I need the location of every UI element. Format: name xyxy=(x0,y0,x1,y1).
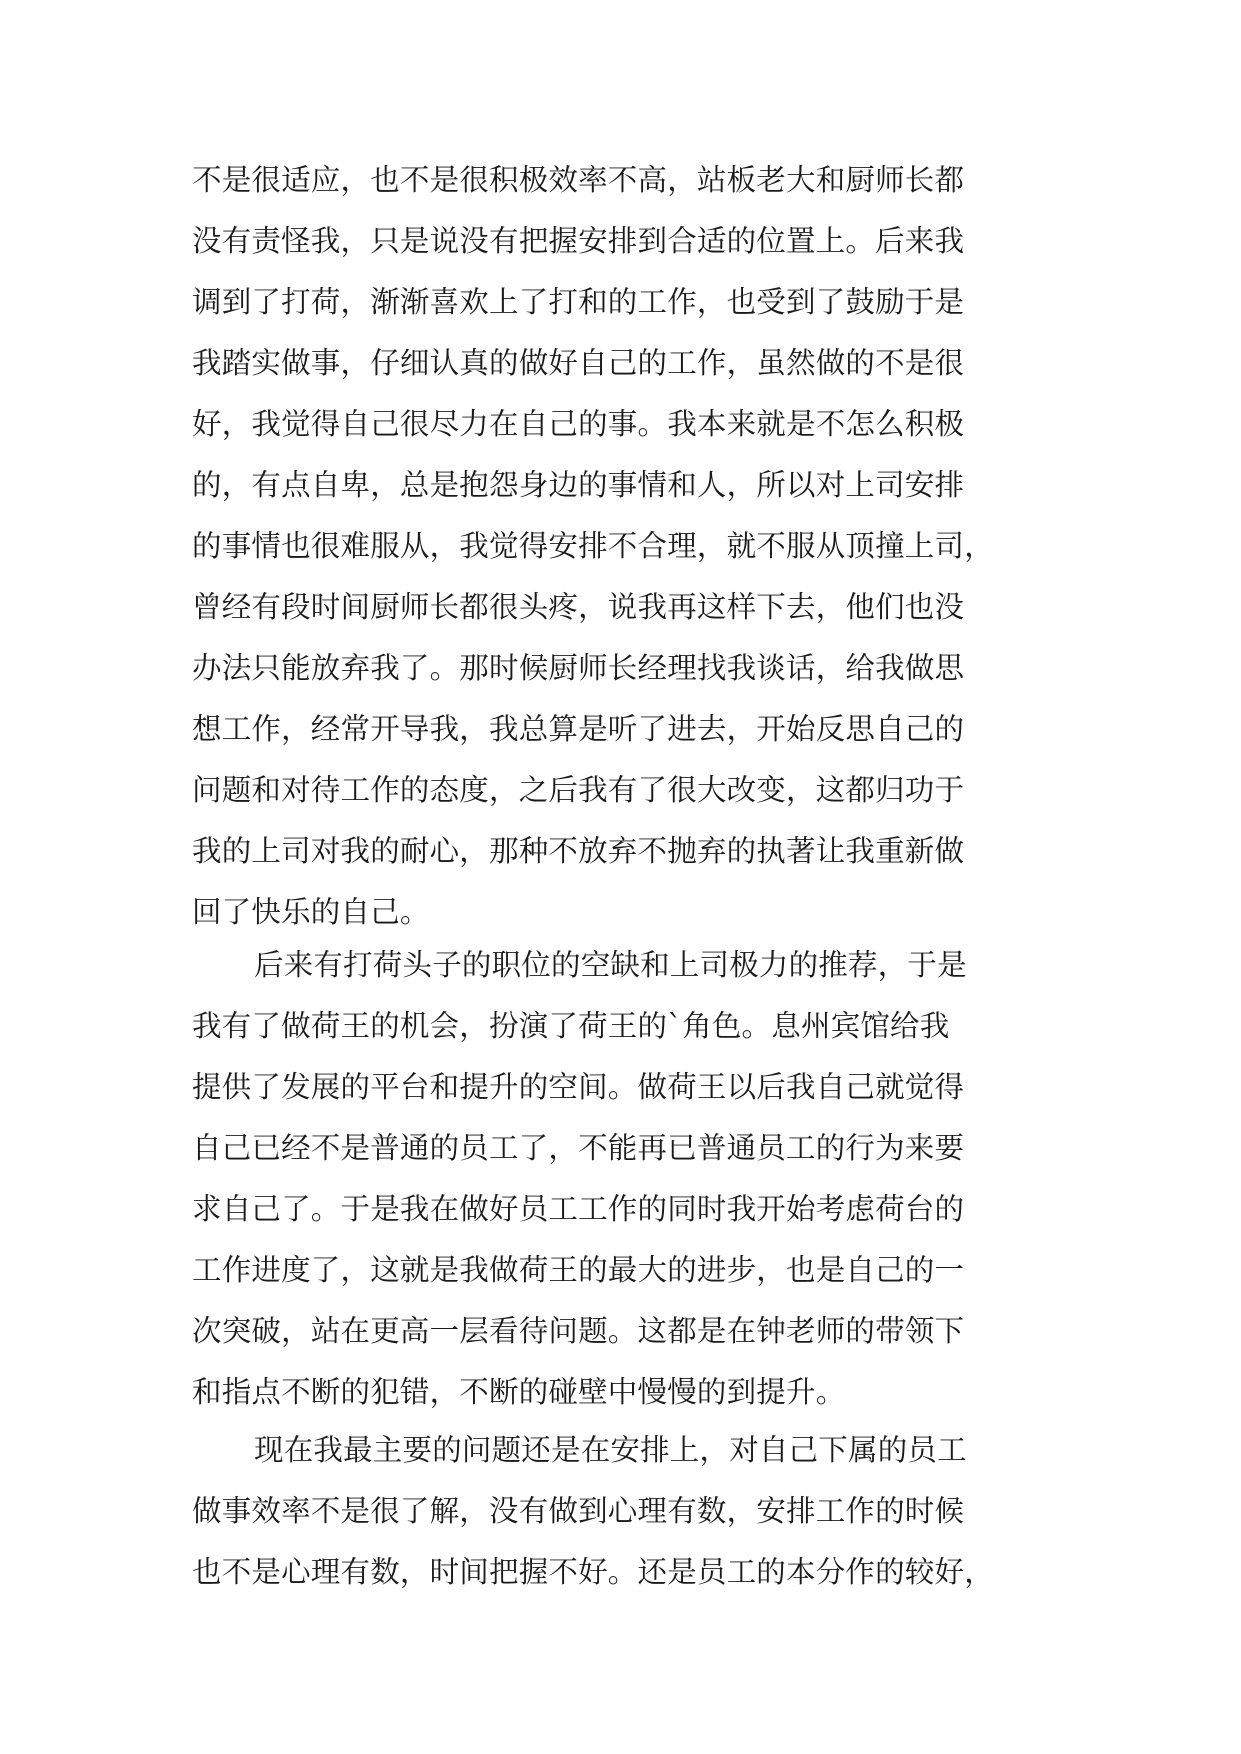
text-line: 我有了做荷王的机会，扮演了荷王的`角色。息州宾馆给我 xyxy=(192,1009,950,1043)
text-line: 做事效率不是很了解，没有做到心理有数，安排工作的时候 xyxy=(192,1494,965,1528)
text-line: 提供了发展的平台和提升的空间。做荷王以后我自己就觉得 xyxy=(192,1070,965,1104)
text-line: 次突破，站在更高一层看待问题。这都是在钟老师的带领下 xyxy=(192,1314,965,1348)
text-line: 工作进度了，这就是我做荷王的最大的进步，也是自己的一 xyxy=(192,1253,965,1287)
text-line: 回了快乐的自己。 xyxy=(192,895,430,929)
text-line: 没有责怪我，只是说没有把握安排到合适的位置上。后来我 xyxy=(192,224,965,258)
text-line: 自己已经不是普通的员工了，不能再已普通员工的行为来要 xyxy=(192,1131,965,1165)
text-line: 问题和对待工作的态度，之后我有了很大改变，这都归功于 xyxy=(192,773,965,807)
text-line: 我踏实做事，仔细认真的做好自己的工作，虽然做的不是很 xyxy=(192,346,965,380)
text-line-indented: 现在我最主要的问题还是在安排上，对自己下属的员工 xyxy=(254,1433,967,1467)
text-line: 曾经有段时间厨师长都很头疼，说我再这样下去，他们也没 xyxy=(192,590,965,624)
text-line: 想工作，经常开导我，我总算是听了进去，开始反思自己的 xyxy=(192,712,965,746)
paragraph-3 xyxy=(192,1420,1052,1603)
text-line: 好，我觉得自己很尽力在自己的事。我本来就是不怎么积极 xyxy=(192,407,965,441)
text-line: 不是很适应，也不是很积极效率不高，站板老大和厨师长都 xyxy=(192,163,965,197)
text-line-indented: 后来有打荷头子的职位的空缺和上司极力的推荐，于是 xyxy=(254,948,967,982)
text-line: 办法只能放弃我了。那时候厨师长经理找我谈话，给我做思 xyxy=(192,651,965,685)
text-line: 我的上司对我的耐心，那种不放弃不抛弃的执著让我重新做 xyxy=(192,834,965,868)
text-line: 求自己了。于是我在做好员工工作的同时我开始考虑荷台的 xyxy=(192,1192,965,1226)
text-line: 的事情也很难服从，我觉得安排不合理，就不服从顶撞上司， xyxy=(192,529,994,563)
paragraph-2 xyxy=(192,935,1052,1423)
paragraph-1 xyxy=(192,150,1052,943)
text-line: 的，有点自卑，总是抱怨身边的事情和人，所以对上司安排 xyxy=(192,468,965,502)
text-line: 也不是心理有数，时间把握不好。还是员工的本分作的较好， xyxy=(192,1555,994,1589)
text-line: 调到了打荷，渐渐喜欢上了打和的工作，也受到了鼓励于是 xyxy=(192,285,965,319)
text-line: 和指点不断的犯错，不断的碰壁中慢慢的到提升。 xyxy=(192,1375,846,1409)
